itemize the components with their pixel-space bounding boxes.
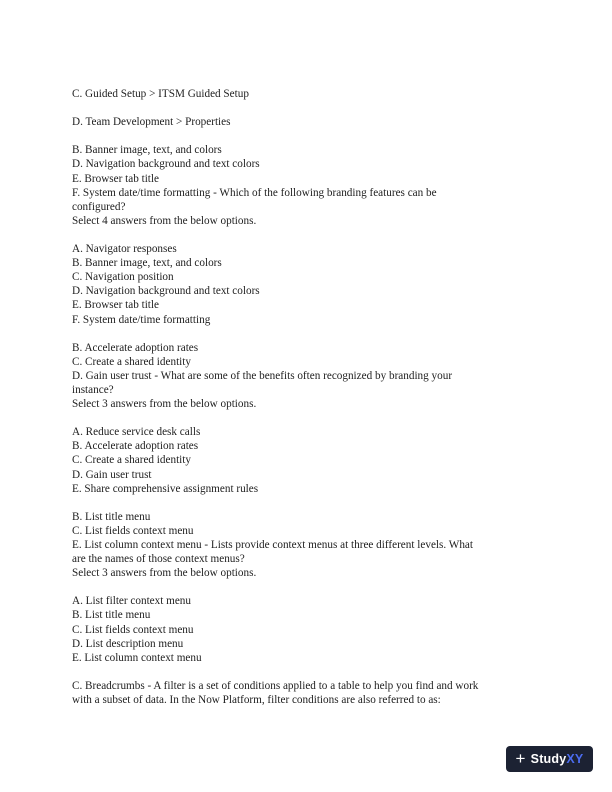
text-line: D. Gain user trust - What are some of the benefits often recognized by branding your [72,369,453,382]
blank-line [72,411,552,425]
text-line: C. Create a shared identity [72,355,191,368]
text-line: B. Accelerate adoption rates [72,341,199,354]
blank-line [72,228,552,242]
text-line: A. List filter context menu [72,595,191,608]
text-line: E. Browser tab title [72,172,159,185]
text-line: with a subset of data. In the Now Platform, filter conditions are also referred to as: [72,694,441,707]
text-line: E. Browser tab title [72,299,159,312]
text-line: C. Create a shared identity [72,454,191,467]
text-line: A. Navigator responses [72,243,177,256]
text-line: Select 3 answers from the below options. [72,398,257,411]
text-line: C. Guided Setup > ITSM Guided Setup [72,88,249,100]
document-body [72,87,552,707]
text-line: E. List column context menu - Lists provide context menus at three different levels. What [72,539,473,551]
text-line: C. Navigation position [72,271,174,284]
text-line: B. Banner image, text, and colors [72,144,222,157]
text-line: B. List title menu [72,510,151,523]
blank-line [72,101,552,115]
text-line: F. System date/time formatting - Which of the following branding features can be [72,186,437,199]
text-line: Select 3 answers from the below options. [72,567,257,580]
text-line: E. Share comprehensive assignment rules [72,482,259,495]
studyxy-badge[interactable] [506,746,593,772]
studyxy-wordmark [531,752,584,766]
text-line: instance? [72,383,114,396]
plus-icon: + [515,749,526,768]
text-line: C. List fields context menu [72,623,194,636]
text-line: Select 4 answers from the below options. [72,214,257,227]
text-line: F. System date/time formatting [72,313,211,326]
wordmark-study: Study [530,752,567,766]
text-line: are the names of those context menus? [72,553,245,566]
wordmark-xy: XY [566,752,584,766]
text-line: D. Gain user trust [72,468,152,481]
blank-line [72,496,552,510]
text-line: B. Accelerate adoption rates [72,440,199,453]
text-line: B. Banner image, text, and colors [72,257,222,270]
text-line: D. Navigation background and text colors [72,158,260,171]
text-line: D. Navigation background and text colors [72,285,260,298]
text-line: D. List description menu [72,637,184,650]
blank-line [72,665,552,679]
text-line: C. Breadcrumbs - A filter is a set of conditions applied to a table to help you find and work [72,679,479,692]
blank-line [72,327,552,341]
text-line: A. Reduce service desk calls [72,426,201,439]
text-line: configured? [72,200,126,213]
text-line: C. List fields context menu [72,524,194,537]
blank-line [72,129,552,143]
text-line: D. Team Development > Properties [72,116,231,129]
blank-line [72,580,552,594]
text-line: B. List title menu [72,609,151,622]
text-line: E. List column context menu [72,651,202,664]
